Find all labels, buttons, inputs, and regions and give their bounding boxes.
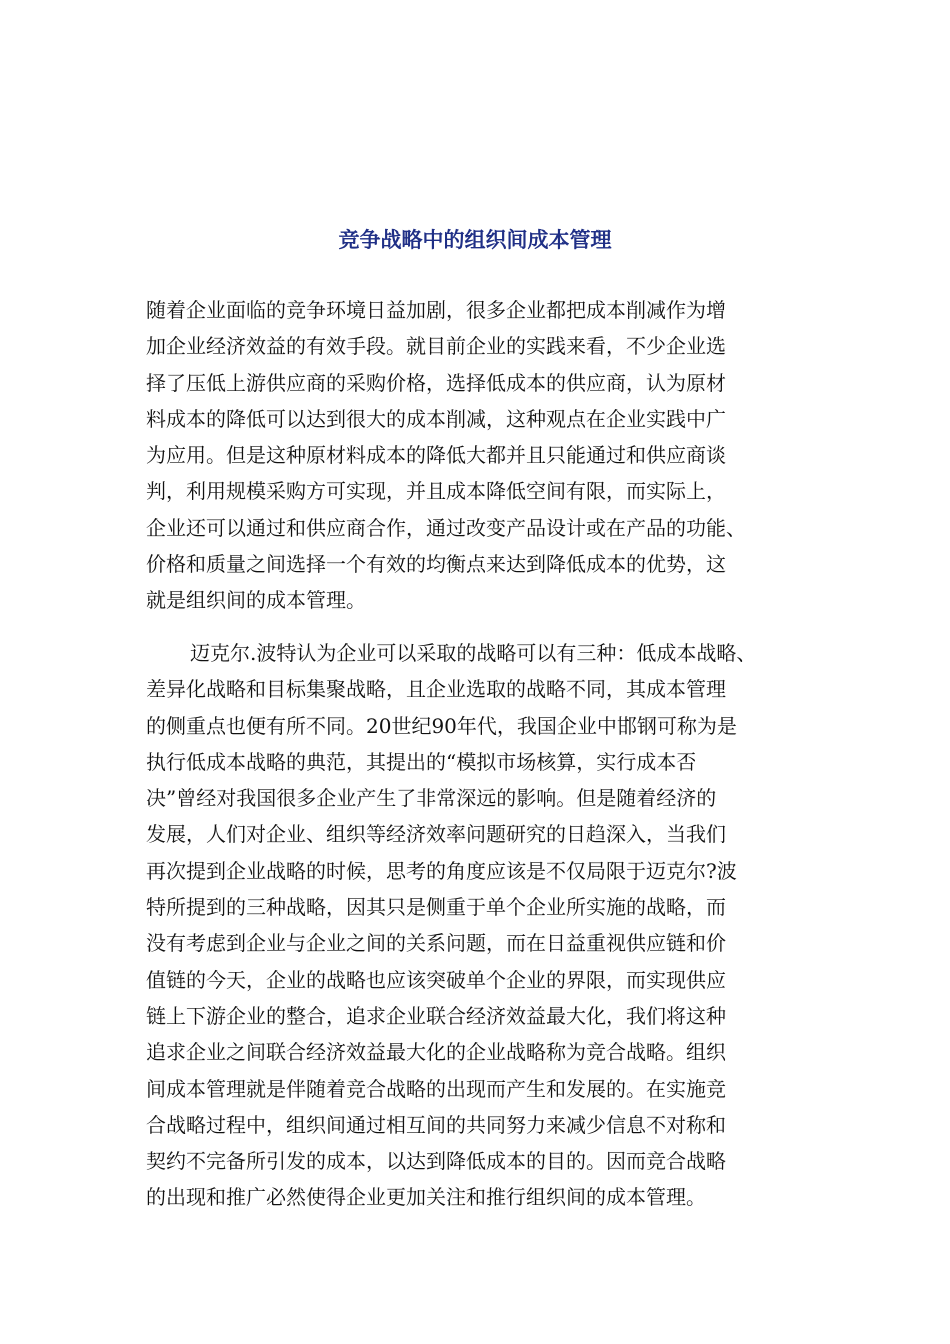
paragraph-line: 执行低成本战略的典范，其提出的“模拟市场核算，实行成本否 bbox=[146, 749, 697, 774]
paragraph-line: 价格和质量之间选择一个有效的均衡点来达到降低成本的优势，这 bbox=[146, 552, 726, 577]
paragraph-line: 随着企业面临的竞争环境日益加剧，很多企业都把成本削减作为增 bbox=[146, 298, 726, 322]
paragraph-line: 发展，人们对企业、组织等经济效率问题研究的日趋深入，当我们 bbox=[146, 822, 726, 847]
paragraph-line: 合战略过程中，组织间通过相互间的共同努力来减少信息不对称和 bbox=[146, 1112, 726, 1137]
paragraph-line: 料成本的降低可以达到很大的成本削减，这种观点在企业实践中广 bbox=[146, 406, 726, 431]
paragraph-line: 加企业经济效益的有效手段。就目前企业的实践来看，不少企业选 bbox=[146, 334, 726, 359]
paragraph-line: 值链的今天，企业的战略也应该突破单个企业的界限，而实现供应 bbox=[146, 967, 726, 992]
paragraph-line: 迈克尔.波特认为企业可以采取的战略可以有三种：低成本战略、 bbox=[190, 641, 757, 665]
paragraph-1 bbox=[146, 292, 746, 619]
paragraph-line: 决”曾经对我国很多企业产生了非常深远的影响。但是随着经济的 bbox=[146, 786, 717, 811]
paragraph-line: 追求企业之间联合经济效益最大化的企业战略称为竞合战略。组织 bbox=[146, 1040, 726, 1065]
paragraph-line: 没有考虑到企业与企业之间的关系问题，而在日益重视供应链和价 bbox=[146, 931, 726, 956]
paragraph-line: 链上下游企业的整合，追求企业联合经济效益最大化，我们将这种 bbox=[146, 1003, 726, 1028]
paragraph-line: 差异化战略和目标集聚战略，且企业选取的战略不同，其成本管理 bbox=[146, 677, 726, 702]
paragraph-line: 择了压低上游供应商的采购价格，选择低成本的供应商，认为原材 bbox=[146, 370, 726, 395]
paragraph-line: 的出现和推广必然使得企业更加关注和推行组织间的成本管理。 bbox=[146, 1185, 706, 1210]
document-title: 竞争战略中的组织间成本管理 bbox=[338, 228, 612, 252]
paragraph-line: 再次提到企业战略的时候，思考的角度应该是不仅局限于迈克尔?波 bbox=[146, 858, 737, 883]
paragraph-line: 为应用。但是这种原材料成本的降低大都并且只能通过和供应商谈 bbox=[146, 443, 726, 468]
paragraph-line: 就是组织间的成本管理。 bbox=[146, 588, 366, 613]
paragraph-line: 的侧重点也便有所不同。20世纪90年代，我国企业中邯钢可称为是 bbox=[146, 713, 737, 738]
paragraph-line: 特所提到的三种战略，因其只是侧重于单个企业所实施的战略，而 bbox=[146, 895, 726, 920]
paragraph-line: 间成本管理就是伴随着竞合战略的出现而产生和发展的。在实施竞 bbox=[146, 1076, 726, 1101]
paragraph-line: 契约不完备所引发的成本，以达到降低成本的目的。因而竞合战略 bbox=[146, 1149, 726, 1174]
paragraph-2 bbox=[146, 635, 756, 1216]
paragraph-line: 判，利用规模采购方可实现，并且成本降低空间有限，而实际上， bbox=[146, 479, 726, 504]
paragraph-line: 企业还可以通过和供应商合作，通过改变产品设计或在产品的功能、 bbox=[146, 515, 746, 540]
